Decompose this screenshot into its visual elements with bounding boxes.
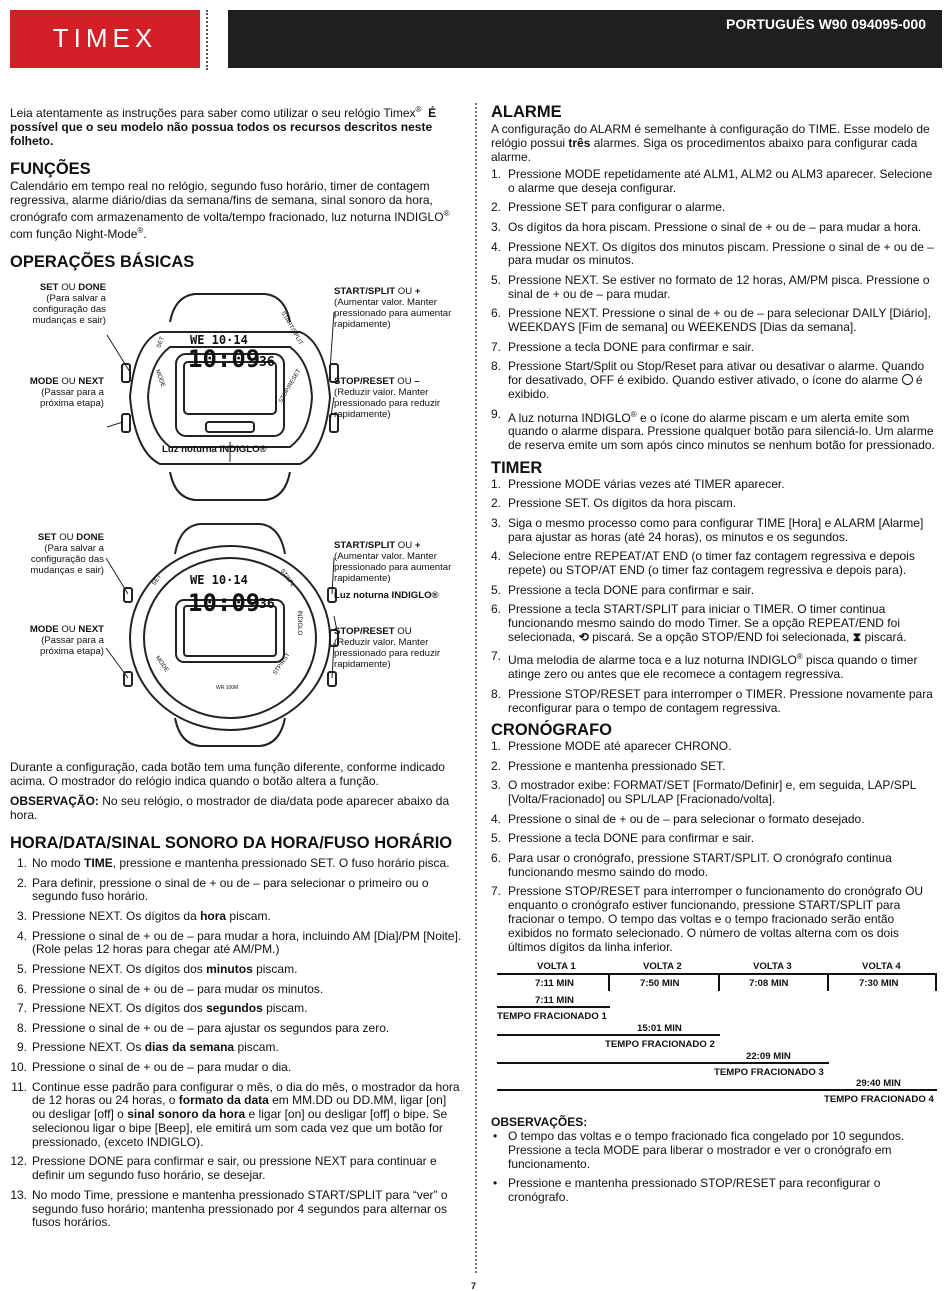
split-label: TEMPO FRACIONADO 2 <box>605 1039 715 1051</box>
observacao-label: OBSERVAÇÃO: <box>10 794 99 808</box>
watch-diagram-1 <box>10 272 462 512</box>
lap-header: VOLTA 3 <box>753 961 792 973</box>
lap-tick <box>827 973 829 991</box>
alarme-intro: A configuração do ALARM é semelhante à configuração do TIME. Esse modelo de relógio possui três alarmes. Siga os procedimentos abaixo para configurar cada alarme. <box>491 122 930 164</box>
mode-next-description: (Passar para a próxima etapa) <box>40 387 104 409</box>
section-title-funcoes: FUNÇÕES <box>10 160 91 178</box>
list-item: 8. Pressione o sinal de + ou de – para ajustar os segundos para zero. <box>16 1020 390 1035</box>
bezel-start-label: START/SPLIT <box>279 310 304 347</box>
mode-next-label-1: MODE OU NEXT (Passar para a próxima etapa) <box>29 376 104 409</box>
funcoes-text-b: com função Night-Mode <box>10 227 138 241</box>
observacao-text: No seu relógio, o mostrador de dia/data pode aparecer abaixo da hora. <box>10 794 450 822</box>
list-item: 5. Pressione NEXT. Os dígitos dos minutos piscam. <box>16 961 298 976</box>
lap-time: 7:30 MIN <box>859 978 899 990</box>
list-item: 1. No modo TIME, pressione e mantenha pressionado SET. O fuso horário pisca. <box>16 856 450 870</box>
registered-mark: ® <box>443 209 450 218</box>
section-title-timer: TIMER <box>491 458 543 477</box>
bezel-start-label-2: ST/SPL <box>278 568 296 589</box>
list-item: 5. Pressione a tecla DONE para confirmar e sair. <box>491 582 755 597</box>
split-time: 7:11 MIN <box>535 995 574 1007</box>
watch-2-wr: WR 100M <box>216 685 239 691</box>
repeat-icon: ⟲ <box>578 629 589 644</box>
section-title-alarme: ALARME <box>491 103 562 121</box>
list-item: 12. Pressione DONE para confirmar e sair, ou pressione NEXT para continuar e definir um segundo fuso horário, se desejar. <box>10 1154 437 1183</box>
start-split-label-2: START/SPLIT OU + (Aumentar valor. Manter pressionado para aumentar rapidamente) <box>334 540 452 584</box>
crono-list <box>491 740 937 954</box>
list-item: 13. No modo Time, pressione e mantenha pressionado START/SPLIT para “ver” o segundo fuso horário; mantenha pressionado por 4 segundos para alternar os fusos horários. <box>10 1187 448 1230</box>
list-item: 10. Pressione o sinal de + ou de – para mudar o dia. <box>10 1059 292 1074</box>
intro-bold: É possível que o seu modelo não possua todos os recursos descritos neste folheto. <box>10 106 437 148</box>
document-code: PORTUGUÊS W90 094095-000 <box>726 16 926 32</box>
obs-title: OBSERVAÇÕES: <box>491 1115 588 1130</box>
list-item: • O tempo das voltas e o tempo fracionado fica congelado por 10 segundos. Pressione a tecla MODE para liberar o mostrador e ver o cronógrafo em funcionamento. <box>491 1130 937 1171</box>
split-line <box>497 1034 720 1036</box>
watch-2-display-sec: 36 <box>259 597 275 612</box>
list-item: 3. Pressione NEXT. Os dígitos da hora piscam. <box>16 908 271 923</box>
list-item: 8. Pressione Start/Split ou Stop/Reset para ativar ou desativar o alarme. Quando for desativado, OFF é exibido. Quando estiver ativado, o ícone do alarme é exibido. <box>491 359 925 401</box>
bezel-stop-label-2: STP/RST <box>272 652 292 677</box>
mode-next-description-2: (Passar para a próxima etapa) <box>40 635 104 657</box>
stop-reset-description: (Reduzir valor. Manter pressionado para reduzir rapidamente) <box>334 387 441 420</box>
lap-time: 7:08 MIN <box>749 978 789 990</box>
stop-reset-label-1: STOP/RESET OU – (Reduzir valor. Manter pressionado para reduzir rapidamente) <box>334 376 441 420</box>
hora-list <box>10 857 462 1230</box>
split-time: 15:01 MIN <box>637 1023 682 1035</box>
column-divider <box>475 103 477 1273</box>
funcoes-text-a: Calendário em tempo real no relógio, segundo fuso horário, timer de contagem regressiva, alarme diário/dias da semana/fins de semana, sinal sonoro da hora, cronógrafo com armazenamento de volta/tempo fracionado, luz noturna INDIGLO <box>10 179 444 224</box>
section-title-crono: CRONÓGRAFO <box>491 721 612 740</box>
list-item: 6. Pressione o sinal de + ou de – para mudar os minutos. <box>16 981 324 996</box>
list-item: 1. Pressione MODE até aparecer CHRONO. <box>491 739 732 754</box>
alarm-icon <box>902 374 913 385</box>
registered-mark: ® <box>137 226 144 235</box>
split-line <box>497 1062 829 1064</box>
start-split-description-2: (Aumentar valor. Manter pressionado para aumentar rapidamente) <box>334 551 452 584</box>
list-item: 1. Pressione MODE repetidamente até ALM1, ALM2 ou ALM3 aparecer. Selecione o alarme que deseja configurar. <box>491 167 933 195</box>
start-split-label-1: START/SPLIT OU + (Aumentar valor. Manter pressionado para aumentar rapidamente) <box>334 286 452 330</box>
list-item: 6. Pressione NEXT. Pressione o sinal de + ou de – para selecionar DAILY [Diário], WEEKDAYS [Fim de semana] ou WEEKENDS [Dias da semana]. <box>491 306 931 335</box>
section-title-operacoes: OPERAÇÕES BÁSICAS <box>10 253 195 271</box>
list-item: 3. O mostrador exibe: FORMAT/SET [Formato/Definir] e, em seguida, LAP/SPL [Volta/Fracionado] ou SPL/LAP [Fracionado/volta]. <box>491 778 916 807</box>
left-column <box>10 103 462 1236</box>
obs-list <box>491 1130 937 1205</box>
list-item: 4. Pressione NEXT. Os dígitos dos minutos piscam. Pressione o sinal de + ou de – para mudar os minutos. <box>491 239 934 268</box>
alarme-list <box>491 168 937 453</box>
split-time: 22:09 MIN <box>746 1051 791 1063</box>
set-done-description-2: (Para salvar a configuração das mudanças e sair) <box>30 543 104 576</box>
lap-header: VOLTA 2 <box>643 961 682 973</box>
list-item: 7. Pressione STOP/RESET para interromper o funcionamento do cronógrafo OU enquanto o cronógrafo estiver funcionando, pressione START/SPLIT para fracionar o tempo. O tempo das voltas e o tempo fracionado serão então exibidos no formato selecionado. O número de voltas alterna com os dois últimos dígitos da linha inferior. <box>491 884 924 954</box>
funcoes-text <box>10 179 462 241</box>
lap-tick <box>935 973 937 991</box>
header-divider <box>206 10 208 70</box>
list-item: 4. Selecione entre REPEAT/AT END (o timer faz contagem regressiva e depois repete) ou STOP/AT END (o timer faz contagem regressiva e depois para). <box>491 549 915 578</box>
bezel-set-label-2: SET <box>151 573 163 587</box>
list-item: 4. Pressione o sinal de + ou de – para selecionar o formato desejado. <box>491 811 865 826</box>
watch-1-display-top: WE 10·14 <box>190 333 248 347</box>
split-line <box>497 1089 937 1091</box>
list-item: 2. Pressione SET para configurar o alarme. <box>491 200 726 215</box>
bezel-set-label: SET <box>156 336 166 350</box>
list-item: 7. Pressione a tecla DONE para confirmar e sair. <box>491 339 755 354</box>
lap-tick <box>608 973 610 991</box>
list-item: 8. Pressione STOP/RESET para interromper o TIMER. Pressione novamente para reconfigurar para o tempo de contagem regressiva. <box>491 686 933 715</box>
list-item: 3. Siga o mesmo processo como para configurar TIME [Hora] e ALARM [Alarme] para ajustar as horas (até 24 horas), os minutos e os segundos. <box>491 515 924 544</box>
split-line <box>497 1006 610 1008</box>
brand-name: TIMEX <box>52 23 158 54</box>
watch-diagram-2 <box>10 518 462 758</box>
stop-reset-description-2: (Reduzir valor. Manter pressionado para reduzir rapidamente) <box>334 637 441 670</box>
list-item: 2. Pressione SET. Os dígitos da hora piscam. <box>491 496 737 511</box>
list-item: 5. Pressione a tecla DONE para confirmar e sair. <box>491 831 755 846</box>
list-item: 6. Para usar o cronógrafo, pressione START/SPLIT. O cronógrafo continua funcionando mesmo saindo do modo. <box>491 851 892 879</box>
page-number: 7 <box>471 1281 477 1291</box>
list-item: 7. Uma melodia de alarme toca e a luz noturna INDIGLO® pisca quando o timer atinge zero ou antes que ele recomece a contagem regressiva. <box>491 649 918 682</box>
split-time: 29:40 MIN <box>856 1078 901 1090</box>
set-done-label-1: SET OU DONE (Para salvar a configuração das mudanças e sair) <box>32 282 106 326</box>
split-label: TEMPO FRACIONADO 4 <box>824 1094 934 1106</box>
list-item: 2. Pressione e mantenha pressionado SET. <box>491 758 726 773</box>
list-item: 3. Os dígitos da hora piscam. Pressione o sinal de + ou de – para mudar a hora. <box>491 219 922 234</box>
split-label: TEMPO FRACIONADO 3 <box>714 1067 824 1079</box>
config-note: Durante a configuração, cada botão tem uma função diferente, conforme indicado acima. O mostrador do relógio indica quando o botão altera a função. <box>10 760 445 788</box>
lap-line <box>497 973 937 975</box>
header-bar <box>228 10 942 68</box>
bezel-stop-label: STOP/RESET <box>278 368 303 405</box>
indiglo-label-1: Luz noturna INDIGLO® <box>162 444 267 455</box>
indiglo-label-2: Luz noturna INDIGLO® <box>334 590 439 601</box>
mode-next-label-2: MODE OU NEXT (Passar para a próxima etapa) <box>29 624 104 657</box>
bezel-mode-label-2: MODE <box>154 655 170 674</box>
list-item: 9. Pressione NEXT. Os dias da semana piscam. <box>16 1040 279 1055</box>
list-item: 2. Para definir, pressione o sinal de + ou de – para selecionar o primeiro ou o segundo fuso horário. <box>16 875 429 904</box>
split-label: TEMPO FRACIONADO 1 <box>497 1011 607 1023</box>
set-done-description: (Para salvar a configuração das mudanças e sair) <box>32 293 106 326</box>
funcoes-end: . <box>143 227 147 241</box>
bezel-mode-label: MODE <box>153 369 166 389</box>
intro-text: Leia atentamente as instruções para saber como utilizar o seu relógio Timex <box>10 106 416 120</box>
watch-2-display-main: 10:09 <box>188 589 261 617</box>
list-item: • Pressione e mantenha pressionado STOP/RESET para reconfigurar o cronógrafo. <box>491 1177 937 1205</box>
list-item: 7. Pressione NEXT. Os dígitos dos segundos piscam. <box>16 1001 308 1016</box>
list-item: 4. Pressione o sinal de + ou de – para mudar a hora, incluindo AM [Dia]/PM [Noite]. (Role pelas 12 horas para chegar até AM/PM.) <box>16 928 462 957</box>
bezel-indiglo-label-2: INDIGLO <box>296 610 303 636</box>
watch-2-display-top: WE 10·14 <box>190 573 248 587</box>
start-split-description: (Aumentar valor. Manter pressionado para aumentar rapidamente) <box>334 297 452 330</box>
list-item: 11. Continue esse padrão para configurar o mês, o dia do mês, o mostrador da hora de 12 horas ou 24 horas, o formato da data em MM.DD ou DD.MM, ligar [on] ou desligar [off] o sinal sonoro da hora e ligar [on] ou desligar [off] o bipe. Se selecionou ligar o bipe [Beep], ele emitirá um som cada vez que um botão for pressionado, (exceto INDIGLO). <box>11 1079 460 1149</box>
stop-reset-label-2: STOP/RESET OU (Reduzir valor. Manter pressionado para reduzir rapidamente) <box>334 626 441 670</box>
timex-logo <box>10 10 200 68</box>
lap-tick <box>718 973 720 991</box>
section-title-hora: HORA/DATA/SINAL SONORO DA HORA/FUSO HORÁRIO <box>10 834 453 852</box>
list-item: 6. Pressione a tecla START/SPLIT para iniciar o TIMER. O timer continua funcionando mesmo saindo do modo Timer. Se a opção REPEAT/END foi selecionada, ⟲ piscará. Se a opção STOP/END foi selecionada, ⧗ piscará. <box>491 602 907 644</box>
list-item: 9. A luz noturna INDIGLO® e o ícone do alarme piscam e um alerta emite som quando o alarme dispara. Pressione qualquer botão para silenciá-lo. Um alarme de reserva emite um som após cinco minutos se nenhum botão for pressionado. <box>491 406 935 453</box>
lap-split-diagram <box>491 960 937 1110</box>
observacao <box>10 794 462 822</box>
hourglass-icon: ⧗ <box>852 629 862 644</box>
list-item: 5. Pressione NEXT. Se estiver no formato de 12 horas, AM/PM pisca. Pressione o sinal de + ou de – para mudar. <box>491 272 930 301</box>
timer-list <box>491 478 937 716</box>
lap-time: 7:50 MIN <box>640 978 680 990</box>
intro-paragraph <box>10 103 462 148</box>
lap-header: VOLTA 4 <box>862 961 901 973</box>
list-item: 1. Pressione MODE várias vezes até TIMER aparecer. <box>491 476 785 491</box>
right-column <box>491 103 937 1211</box>
lap-header: VOLTA 1 <box>537 961 576 973</box>
registered-mark: ® <box>415 105 422 114</box>
watch-1-display-main: 10:09 <box>188 345 261 373</box>
set-done-label-2: SET OU DONE (Para salvar a configuração das mudanças e sair) <box>30 532 104 576</box>
watch-1-display-sec: 36 <box>259 355 275 370</box>
lap-time: 7:11 MIN <box>535 978 574 990</box>
